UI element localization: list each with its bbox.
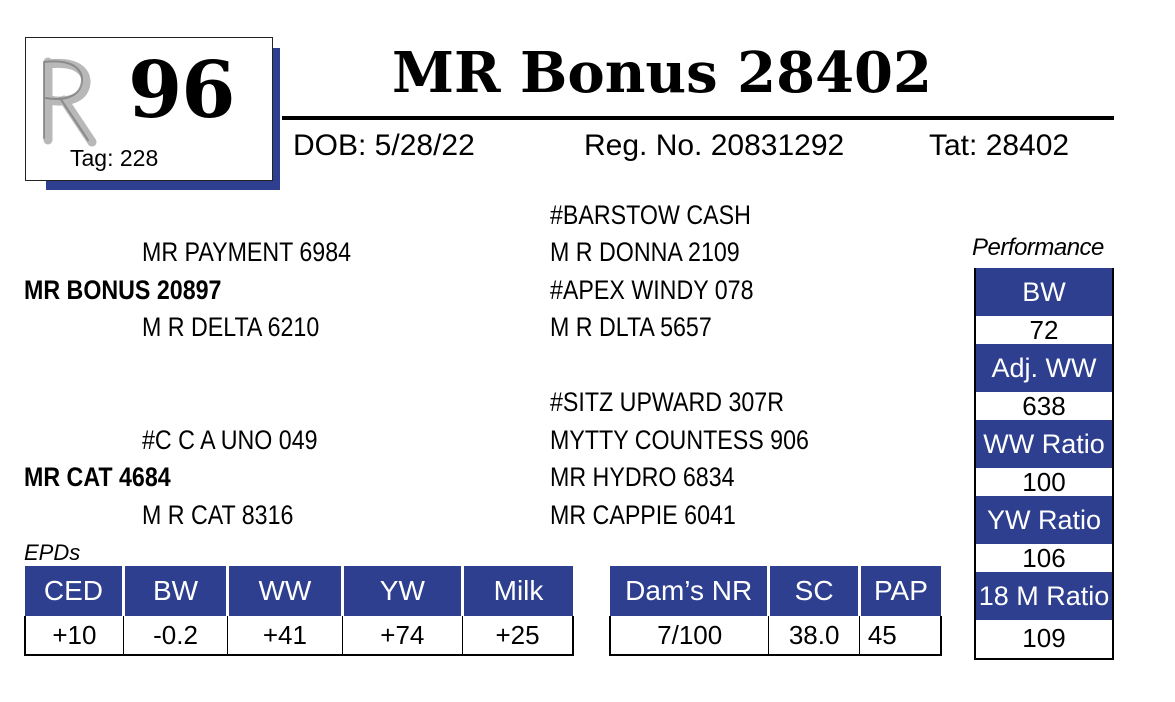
- title-divider: [282, 116, 1114, 120]
- epd-header-row: [25, 566, 573, 616]
- pedigree-sire-sire-sire: #BARSTOW CASH: [550, 200, 751, 230]
- dam-stats-header-row: [610, 566, 941, 616]
- epd-value-milk: +25: [463, 616, 573, 655]
- registration-number: Reg. No. 20831292: [584, 129, 845, 162]
- r-brand-logo-icon: [34, 52, 100, 148]
- dam-stats-table: [609, 566, 942, 656]
- performance-ww-ratio-label: WW Ratio: [976, 420, 1112, 468]
- pedigree-sire-sire-dam: M R DONNA 2109: [550, 237, 740, 267]
- pedigree-sire-sire: MR PAYMENT 6984: [142, 237, 352, 267]
- performance-bw-label: BW: [976, 268, 1112, 316]
- performance-label: Performance: [972, 234, 1104, 261]
- performance-18m-ratio-label: 18 M Ratio: [976, 572, 1112, 620]
- tattoo-text: Tat: 28402: [929, 129, 1070, 162]
- pedigree-sire: MR BONUS 20897: [24, 275, 222, 305]
- epd-value-ww: +41: [228, 616, 342, 655]
- performance-adj-ww-label: Adj. WW: [976, 344, 1112, 392]
- epd-header-bw: BW: [123, 566, 227, 616]
- performance-panel: [974, 268, 1114, 660]
- animal-name-title: MR Bonus 28402: [392, 40, 932, 106]
- epd-header-ww: WW: [228, 566, 342, 616]
- pedigree-dam: MR CAT 4684: [24, 462, 171, 492]
- epd-value-bw: -0.2: [123, 616, 227, 655]
- pedigree-dam-sire: #C C A UNO 049: [142, 425, 318, 455]
- performance-yw-ratio-label: YW Ratio: [976, 496, 1112, 544]
- dam-nr-value: 7/100: [610, 616, 769, 655]
- epd-header-yw: YW: [342, 566, 462, 616]
- pedigree-sire-dam-sire: #APEX WINDY 078: [550, 275, 754, 305]
- performance-18m-ratio-value: 109: [1022, 623, 1066, 653]
- epd-header-ced: CED: [25, 566, 123, 616]
- epd-header-milk: Milk: [463, 566, 573, 616]
- pedigree-dam-dam-dam: MR CAPPIE 6041: [550, 500, 736, 530]
- pedigree-dam-dam: M R CAT 8316: [142, 500, 294, 530]
- pap-header: PAP: [859, 566, 941, 616]
- dob-text: DOB: 5/28/22: [293, 129, 475, 162]
- sc-header: SC: [769, 566, 859, 616]
- epd-table: [24, 566, 574, 656]
- pedigree-dam-sire-sire: #SITZ UPWARD 307R: [550, 387, 784, 417]
- epd-value-row: [25, 616, 573, 655]
- epds-label: EPDs: [24, 540, 81, 565]
- epd-value-ced: +10: [25, 616, 123, 655]
- pedigree-sire-dam: M R DELTA 6210: [142, 312, 320, 342]
- tag-label: Tag: 228: [70, 145, 159, 171]
- epd-value-yw: +74: [342, 616, 462, 655]
- performance-adj-ww-value: 638: [1022, 392, 1066, 420]
- performance-yw-ratio-value: 106: [1022, 544, 1066, 572]
- pedigree-sire-dam-dam: M R DLTA 5657: [550, 312, 712, 342]
- pedigree-dam-dam-sire: MR HYDRO 6834: [550, 462, 735, 492]
- sc-value: 38.0: [769, 616, 859, 655]
- performance-bw-value: 72: [1029, 316, 1059, 344]
- pedigree-dam-sire-dam: MYTTY COUNTESS 906: [550, 425, 809, 455]
- pap-value: 45: [859, 616, 941, 655]
- performance-ww-ratio-value: 100: [1022, 468, 1066, 496]
- dam-stats-value-row: [610, 616, 941, 655]
- dam-nr-header: Dam’s NR: [610, 566, 769, 616]
- lot-number: 96: [128, 45, 235, 136]
